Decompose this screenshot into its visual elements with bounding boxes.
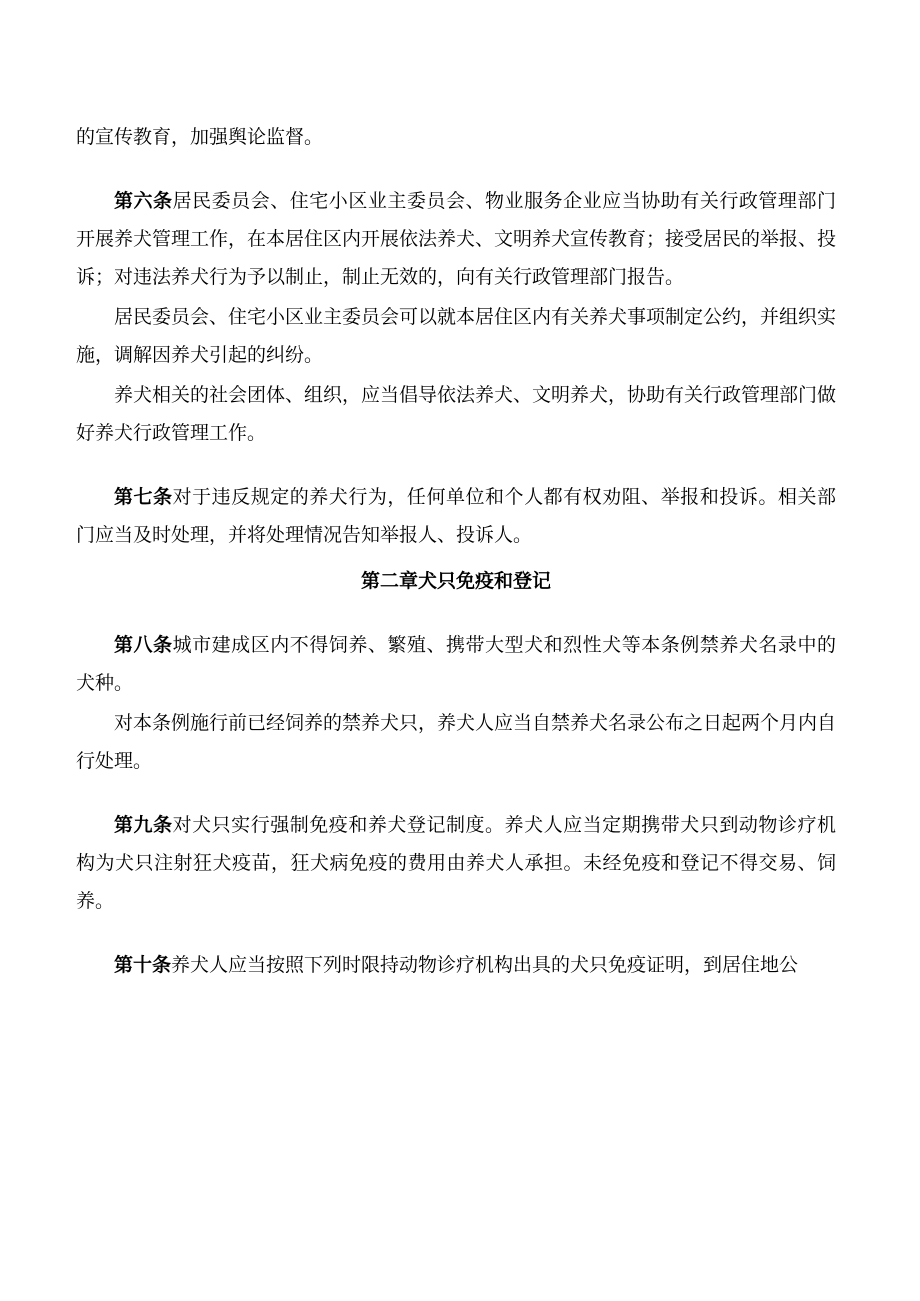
article-text: 对犬只实行强制免疫和养犬登记制度。养犬人应当定期携带犬只到动物诊疗机构为犬只注射狂犬疫苗，狂犬病免疫的费用由养犬人承担。未经免疫和登记不得交易、饲养。 [76, 814, 836, 912]
spacer [76, 452, 836, 478]
article-label: 第八条 [114, 634, 173, 656]
article-label: 第九条 [114, 814, 173, 836]
spacer [76, 156, 836, 182]
article-text: 养犬人应当按照下列时限持动物诊疗机构出具的犬只免疫证明，到居住地公 [171, 954, 799, 976]
article-label: 第七条 [114, 486, 173, 508]
article-label: 第六条 [114, 190, 173, 212]
article-text: 城市建成区内不得饲养、繁殖、携带大型犬和烈性犬等本条例禁养犬名录中的犬种。 [76, 634, 836, 694]
spacer [76, 600, 836, 626]
paragraph-text: 居民委员会、住宅小区业主委员会可以就本居住区内有关养犬事项制定公约，并组织实施，调解因养犬引起的纠纷。 [76, 306, 837, 366]
paragraph-continuation [76, 118, 836, 156]
article-6 [76, 182, 836, 296]
paragraph-text: 的宣传教育，加强舆论监督。 [76, 126, 324, 148]
article-10 [76, 946, 836, 984]
article-8 [76, 626, 836, 702]
article-text: 对于违反规定的养犬行为，任何单位和个人都有权劝阻、举报和投诉。相关部门应当及时处理，并将处理情况告知举报人、投诉人。 [76, 486, 836, 546]
article-text: 居民委员会、住宅小区业主委员会、物业服务企业应当协助有关行政管理部门开展养犬管理工作，在本居住区内开展依法养犬、文明养犬宣传教育；接受居民的举报、投诉；对违法养犬行为予以制止，制止无效的，向有关行政管理部门报告。 [76, 190, 837, 288]
article-6-paragraph-3 [76, 376, 836, 452]
spacer [76, 780, 836, 806]
article-8-paragraph-2 [76, 704, 836, 780]
paragraph-text: 对本条例施行前已经饲养的禁养犬只，养犬人应当自禁养犬名录公布之日起两个月内自行处理。 [76, 712, 837, 772]
document-page [76, 118, 836, 984]
paragraph-text: 养犬相关的社会团体、组织，应当倡导依法养犬、文明养犬，协助有关行政管理部门做好养犬行政管理工作。 [76, 384, 837, 444]
article-9 [76, 806, 836, 920]
article-7 [76, 478, 836, 554]
spacer [76, 920, 836, 946]
chapter-title: 第二章犬只免疫和登记 [360, 570, 551, 592]
article-6-paragraph-2 [76, 298, 836, 374]
article-label: 第十条 [114, 954, 172, 976]
